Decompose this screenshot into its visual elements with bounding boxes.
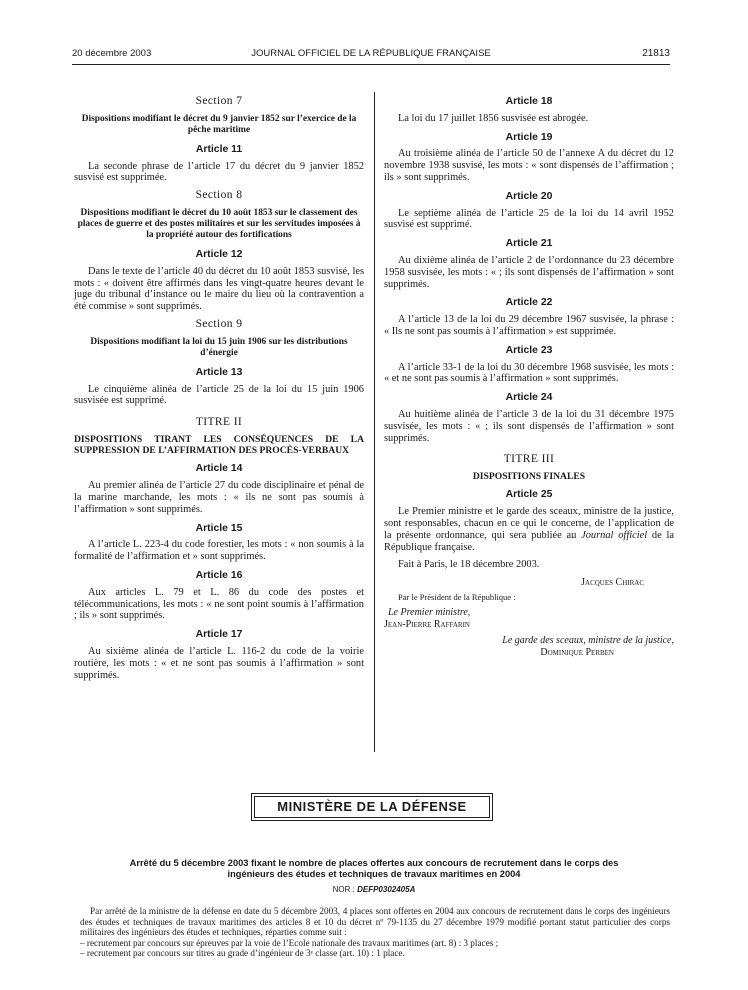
titre-2-title: TITRE II	[195, 416, 243, 429]
fait-a-paris: Fait à Paris, le 18 décembre 2003.	[398, 559, 540, 571]
nor-line	[0, 885, 748, 894]
titre-2-subtitle: DISPOSITIONS TIRANT LES CONSÉQUENCES DE LA SUPPRESSION DE L’AFFIRMATION DES PROCÈS-VERBAUX	[74, 433, 364, 457]
article-23-heading: Article 23	[505, 344, 553, 356]
page-number: 21813	[642, 48, 670, 59]
article-14-text: Au premier alinéa de l’article 27 du code disciplinaire et pénal de la marine marchande, les mots : « ils ne sont pas soumis à l’affirmation » sont supprimés.	[74, 480, 364, 515]
article-18-heading: Article 18	[505, 96, 553, 107]
titre-3-subtitle: DISPOSITIONS FINALES	[472, 471, 586, 483]
article-22-text: A l’article 13 de la loi du 29 décembre 1967 susvisée, la phrase : « Ils ne sont pas soumis à l’affirmation » est supprimée.	[384, 314, 674, 337]
section-8-subtitle: Dispositions modifiant le décret du 10 août 1853 sur le classement des places de guerre et des postes militaires et sur les servitudes imposées à la propriété autour des fortifications	[77, 207, 361, 240]
article-16-heading: Article 16	[195, 569, 243, 581]
article-11-heading: Article 11	[195, 143, 243, 155]
article-12-heading: Article 12	[195, 248, 243, 260]
arrete-title: Arrêté du 5 décembre 2003 fixant le nombre de places offertes aux concours de recrutement dans le corps des ingénieurs des études et techniques de travaux maritimes en 2004	[129, 858, 619, 879]
article-24-heading: Article 24	[505, 392, 553, 404]
article-17-heading: Article 17	[195, 629, 243, 641]
right-column	[384, 92, 674, 659]
article-16-text: Aux articles L. 79 et L. 86 du code des postes et télécommunications, les mots : « ne sont point soumis à l’affirmation ; ils » sont supprimés.	[74, 586, 364, 622]
column-divider	[374, 92, 375, 752]
article-20-heading: Article 20	[505, 190, 553, 202]
article-14-heading: Article 14	[195, 463, 243, 475]
article-19-text: Au troisième alinéa de l’article 50 de l’annexe A du décret du 12 novembre 1938 susvisé, les mots : « sont dispensés de l’affirmation ; ils » sont supprimés.	[384, 148, 674, 183]
par-le-president: Par le Président de la République :	[398, 592, 516, 603]
article-21-heading: Article 21	[505, 238, 553, 250]
titre-3-title: TITRE III	[503, 453, 555, 466]
gs-title: Le garde des sceaux, ministre de la justice,	[502, 635, 674, 647]
article-20-text: Le septième alinéa de l’article 25 de la loi du 14 avril 1952 susvisé est supprimé.	[384, 207, 674, 231]
nor-code: DEFP0302405A	[357, 885, 416, 894]
signature-block	[384, 577, 674, 659]
article-11-text: La seconde phrase de l’article 17 du décret du 9 janvier 1852 susvisé est supprimée.	[74, 160, 364, 184]
article-13-heading: Article 13	[195, 366, 243, 378]
header-rule	[72, 64, 670, 65]
article-23-text: A l’article 33-1 de la loi du 30 décembre 1968 susvisée, les mots : « et ne sont pas soumis à l’affirmation » sont supprimés.	[384, 361, 674, 385]
left-column	[74, 92, 364, 687]
signer-president: Jacques Chirac	[581, 577, 644, 589]
journal-officiel-italic: Journal officiel	[581, 529, 648, 541]
section-7-subtitle: Dispositions modifiant le décret du 9 janvier 1852 sur l’exercice de la pêche maritime	[81, 113, 357, 135]
article-13-text: Le cinquième alinéa de l’article 25 de la loi du 15 juin 1906 susvisée est supprimé.	[74, 383, 364, 407]
article-18-text: La loi du 17 juillet 1856 susvisée est abrogée.	[398, 112, 589, 124]
article-15-text: A l’article L. 223-4 du code forestier, les mots : « non soumis à la formalité de l’affirmation et » sont supprimés.	[74, 539, 364, 563]
arrete-item-1: – recrutement par concours sur épreuves par la voie de l’Ecole nationale des travaux maritimes (art. 8) : 3 places ;	[80, 937, 499, 948]
ministry-banner: MINISTÈRE DE LA DÉFENSE	[251, 793, 493, 821]
pm-name: Jean-Pierre Raffarin	[384, 619, 470, 631]
article-25-text	[384, 506, 674, 553]
arrete-paragraph: Par arrêté de la ministre de la défense en date du 5 décembre 2003, 4 places sont offertes en 2004 aux concours de recrutement dans le corps des ingénieurs des études et techniques de travaux maritimes des articles 8 et 10 du décret nº 79-1135 du 27 décembre 1979 modifié portant statut particulier des corps militaires des ingénieurs des études et techniques, réparties comme suit :	[80, 906, 670, 938]
page-header	[72, 48, 670, 62]
article-21-text: Au dixième alinéa de l’article 2 de l’ordonnance du 23 décembre 1958 susvisée, les mots : « ; ils sont dispensés de l’affirmation » sont supprimés.	[384, 254, 674, 290]
journal-title: JOURNAL OFFICIEL DE LA RÉPUBLIQUE FRANÇAISE	[251, 48, 491, 59]
arrete-item-2: – recrutement par concours sur titres au grade d’ingénieur de 3ᵉ classe (art. 10) : 1 place.	[80, 948, 405, 959]
article-25-heading: Article 25	[505, 489, 553, 501]
article-22-heading: Article 22	[505, 297, 553, 309]
pm-title: Le Premier ministre,	[388, 607, 471, 619]
article-25-text-b: de la République française.	[384, 529, 674, 553]
article-25-text-a: Le Premier ministre et le garde des sceaux, ministre de la justice, sont responsables, chacun en ce qui le concerne, de l’application de la présente ordonnance, qui sera publiée au	[384, 506, 674, 541]
article-15-heading: Article 15	[195, 522, 243, 534]
section-8-title: Section 8	[195, 189, 243, 202]
article-12-text: Dans le texte de l’article 40 du décret du 10 août 1853 susvisé, les mots : « doivent être affirmés dans les vingt-quatre heures devant le juge du tribunal d’instance ou le maire du lieu où la contravention a été commise » sont supprimés.	[74, 265, 364, 313]
section-7-title: Section 7	[195, 95, 243, 107]
gs-name: Dominique Perben	[540, 647, 614, 659]
header-date: 20 décembre 2003	[72, 48, 152, 59]
article-19-heading: Article 19	[505, 131, 553, 143]
nor-label: NOR :	[332, 885, 355, 894]
arrete-body	[80, 906, 670, 959]
article-17-text: Au sixième alinéa de l’article L. 116-2 du code de la voirie routière, les mots : « et ne sont pas soumis à l’affirmation » sont supprimés.	[74, 645, 364, 681]
section-9-title: Section 9	[195, 317, 243, 330]
article-24-text: Au huitième alinéa de l’article 3 de la loi du 31 décembre 1975 susvisée, les mots : « ; ils sont dispensés de l’affirmation » sont supprimés.	[384, 408, 674, 444]
section-9-subtitle: Dispositions modifiant la loi du 15 juin 1906 sur les distributions d’énergie	[90, 336, 348, 358]
